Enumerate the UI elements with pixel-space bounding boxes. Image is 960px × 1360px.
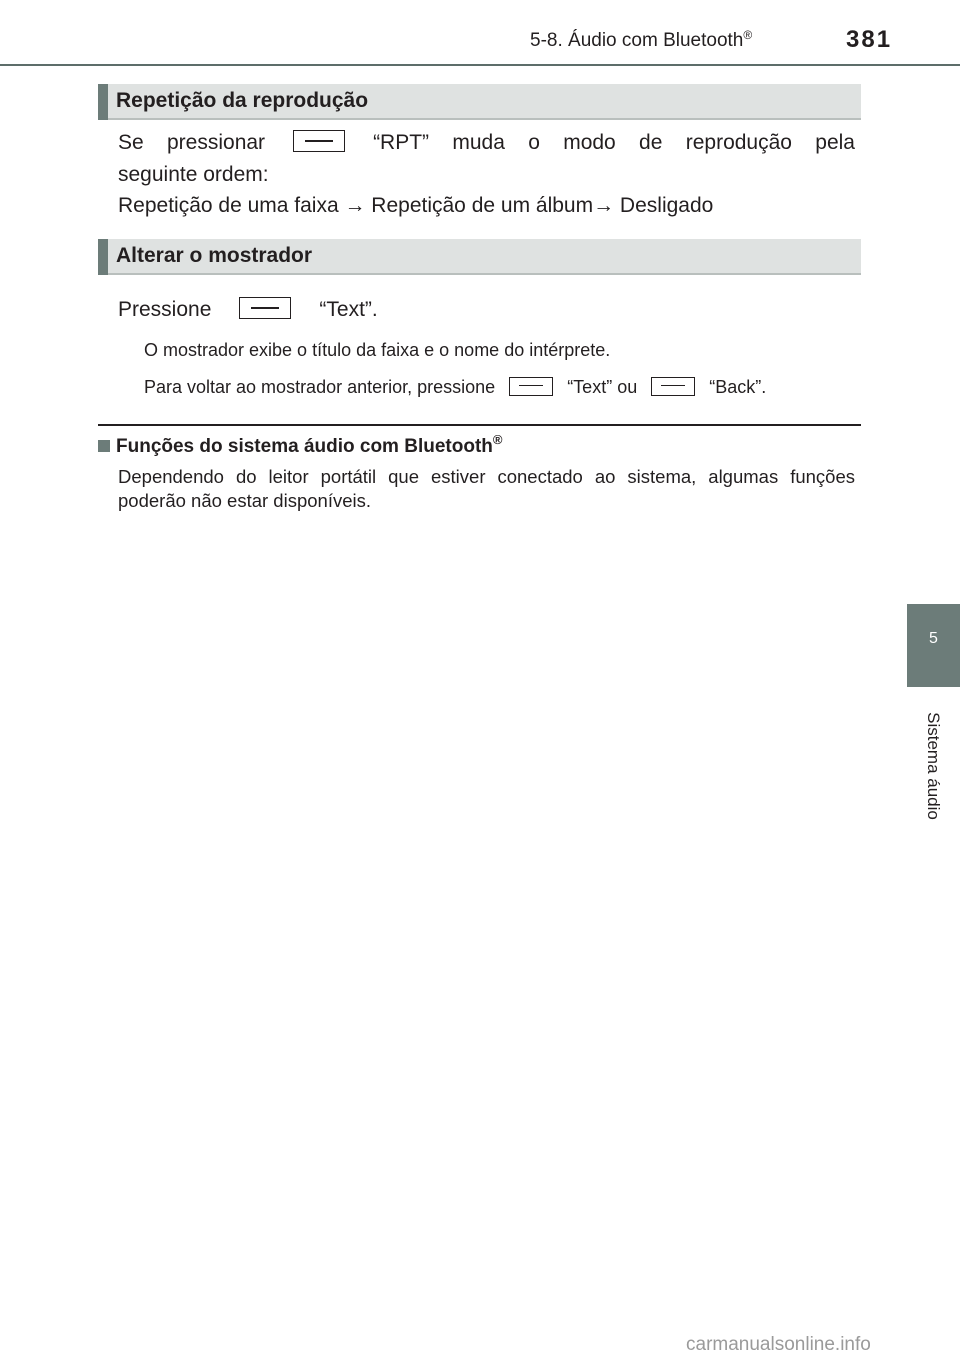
section-accent xyxy=(98,84,108,120)
bluetooth-functions-title xyxy=(98,432,503,458)
note-text: “Back”. xyxy=(709,377,767,397)
bluetooth-functions-body: Dependendo do leitor portátil que estiver conectado ao sistema, algumas funções poderão não estar disponíveis. xyxy=(118,466,855,511)
chapter-number: 5 xyxy=(929,630,938,647)
return-display-note xyxy=(144,377,766,398)
page-number: 381 xyxy=(846,26,893,53)
registered-mark: ® xyxy=(743,28,753,42)
note-text: “Text” ou xyxy=(567,377,638,397)
section-accent xyxy=(98,239,108,275)
watermark: carmanualsonline.info xyxy=(686,1334,871,1355)
repeat-order-line: Repetição de uma faixa → Repetição de um álbum→ Desligado xyxy=(118,194,714,217)
text-button-icon xyxy=(509,377,553,396)
bullet-title-text: Funções do sistema áudio com Bluetooth xyxy=(116,436,493,457)
display-note: O mostrador exibe o título da faixa e o nome do intérprete. xyxy=(144,340,611,360)
bullet-square-icon xyxy=(98,440,110,452)
chapter-tab xyxy=(907,604,960,687)
section-title-text: 5-8. Áudio com Bluetooth xyxy=(530,30,744,51)
chapter-side-label: Sistema áudio xyxy=(924,712,943,820)
instruction-text: Pressione xyxy=(118,298,212,321)
repeat-instruction-line2: seguinte ordem: xyxy=(118,163,269,186)
back-button-icon xyxy=(651,377,695,396)
repeat-instruction-line1 xyxy=(118,127,855,159)
section-heading-display xyxy=(98,239,861,275)
press-text-instruction xyxy=(118,294,855,326)
section-heading-repeat xyxy=(98,84,861,120)
rpt-button-icon xyxy=(293,130,345,152)
chapter-section-title xyxy=(530,30,752,52)
instruction-text: “RPT” muda o modo de reprodução pela xyxy=(373,131,855,154)
header-rule xyxy=(0,64,960,66)
text-button-icon xyxy=(239,297,291,319)
section-heading-label: Repetição da reprodução xyxy=(116,89,369,112)
section-heading-label: Alterar o mostrador xyxy=(116,244,313,267)
registered-mark: ® xyxy=(492,432,503,447)
instruction-text: Se pressionar xyxy=(118,131,266,154)
instruction-text: “Text”. xyxy=(319,298,378,321)
section-divider xyxy=(98,424,861,426)
note-text: Para voltar ao mostrador anterior, pressione xyxy=(144,377,496,397)
